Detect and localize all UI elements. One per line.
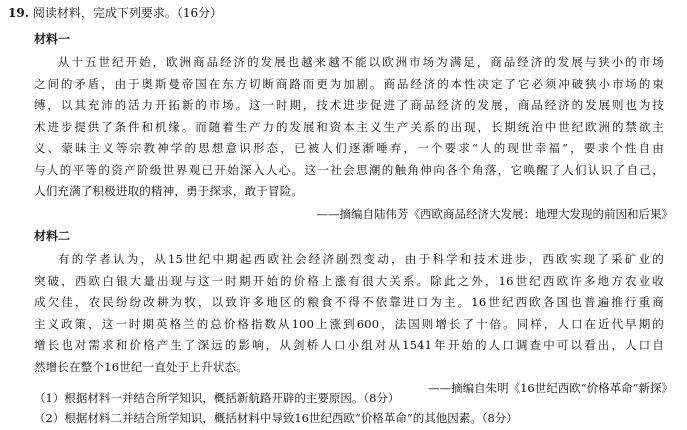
subquestion-1: （1）根据材料一并结合所学知识，概括新航路开辟的主要原因。（8分） xyxy=(34,391,400,405)
question-number: 19. xyxy=(8,6,29,20)
material1-line: 从十五世纪开始，欧洲商品经济的发展也越来越不能以欧洲市场为满足，商品经济的发展与狭小的市场 xyxy=(58,55,664,69)
material2-line: 然增长在整个16世纪一直处于上升状态。 xyxy=(34,359,248,374)
question-prompt: 阅读材料，完成下列要求。（16分） xyxy=(32,6,223,20)
material1-line: 术进步提供了条件和机缘。而随着生产力的发展和资本主义生产关系的出现，长期统治中世纪欧洲的禁欲主 xyxy=(34,119,664,134)
material1-line: 人们充满了积极进取的精神，勇于探求，敢于冒险。 xyxy=(34,184,304,198)
material1-line: 与人的平等的资产阶级世界观已开始深入人心。这一社会思潮的触角伸向各个角落，它唤醒了人们认识了自己， xyxy=(34,162,664,177)
material2-heading: 材料二 xyxy=(34,229,71,243)
material1-heading: 材料一 xyxy=(34,32,71,46)
material1-line: 缚，以其充沛的活力开拓新的市场。这一时期，技术进步促进了商品经济的发展，商品经济的发展则也为技 xyxy=(34,98,664,112)
material1-source: ——摘编自陆伟芳《西欧商品经济大发展：地理大发现的前因和后果》 xyxy=(316,207,673,221)
material2-line: 主义政策，这一时期英格兰的总价格指数从100上涨到600，法国则增长了十倍。同样，人口在近代早期的 xyxy=(34,316,664,331)
material2-line: 突破，西欧白银大量出现与这一时期开始的价格上涨有很大关系。除此之外，16世纪西欧许多地方农业收 xyxy=(34,273,664,288)
material2-line: 有的学者认为，从15世纪中期起西欧社会经济剧烈变动，由于科学和技术进步，西欧实现了采矿业的 xyxy=(58,252,664,266)
subquestion-2: （2）根据材料二并结合所学知识，概括材料中导致16世纪西欧“价格革命”的其他因素。（8分） xyxy=(34,411,518,425)
material2-line: 成欠佳，农民纷纷改耕为牧，以致许多地区的粮食不得不依靠进口为主。16世纪西欧各国也普遍推行重商 xyxy=(34,295,664,309)
material2-source: ——摘编自朱明《16世纪西欧“价格革命”新探》 xyxy=(428,381,673,395)
material2-line: 增长也对需求和价格产生了深远的影响，从剑桥人口小组对从1541年开始的人口调查中可以看出，人口自 xyxy=(34,338,664,352)
material1-line: 之间的矛盾，由于奥斯曼帝国在东方切断商路而更为加剧。商品经济的本性决定了它必须冲破狭小市场的束 xyxy=(34,76,664,91)
material2-body xyxy=(34,249,664,378)
question-header xyxy=(8,4,222,21)
material1-line: 义、蒙昧主义等宗教神学的思想意识形态，已被人们逐渐唾弃，一个要求“人的现世幸福”，要求个性自由 xyxy=(34,141,664,155)
material1-body xyxy=(34,52,664,203)
